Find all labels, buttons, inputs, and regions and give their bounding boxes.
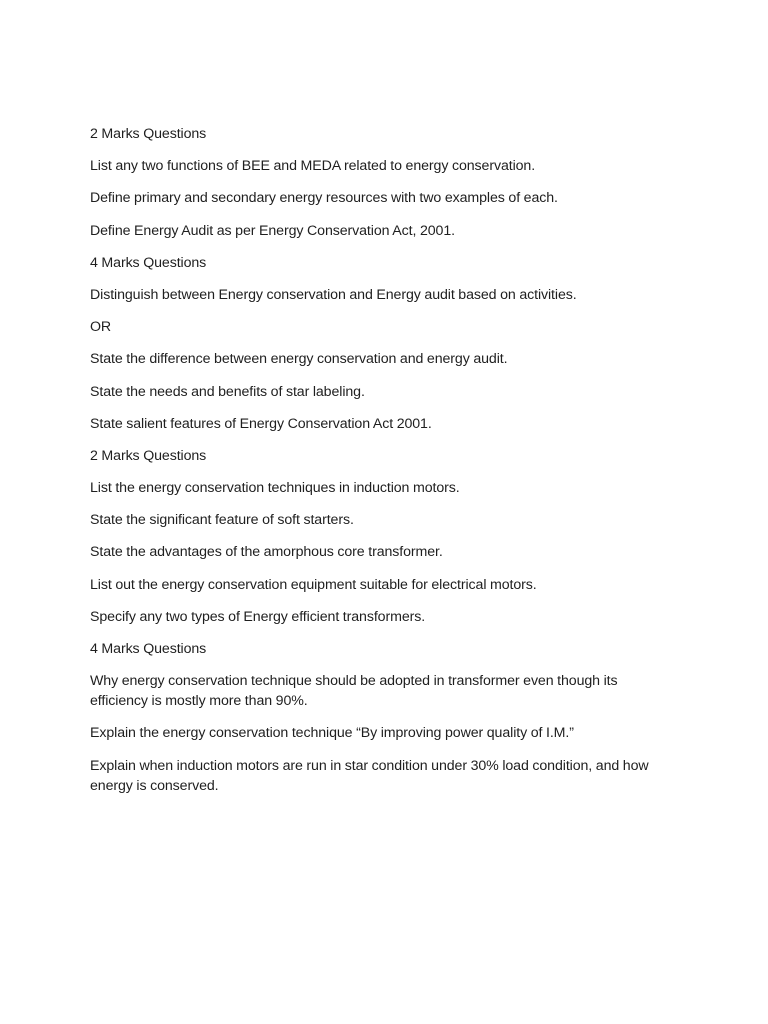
section-heading-4-marks: 4 Marks Questions xyxy=(90,641,207,657)
question-primary-secondary-resources: Define primary and secondary energy resources with two examples of each. xyxy=(90,190,558,207)
question-soft-starters: State the significant feature of soft starters. xyxy=(90,512,354,529)
question-star-labeling: State the needs and benefits of star labeling. xyxy=(90,383,365,400)
question-motor-equipment: List out the energy conservation equipment suitable for electrical motors. xyxy=(90,576,537,593)
section-heading-2-marks: 2 Marks Questions xyxy=(90,447,207,464)
question-difference-conservation-audit: State the difference between energy conservation and energy audit. xyxy=(90,351,508,368)
document-page xyxy=(90,124,670,808)
question-amorphous-core: State the advantages of the amorphous core transformer. xyxy=(90,544,443,561)
question-conservation-vs-audit: Distinguish between Energy conservation and Energy audit based on activities. xyxy=(90,286,577,303)
section-heading-4-marks: 4 Marks Questions xyxy=(90,254,207,271)
question-power-quality-im: Explain the energy conservation technique “By improving power quality of I.M.” xyxy=(90,725,574,742)
or-separator: OR xyxy=(90,319,112,336)
question-conservation-act-features: State salient features of Energy Conservation Act 2001. xyxy=(90,415,432,432)
question-induction-motor-techniques: List the energy conservation techniques in induction motors. xyxy=(90,480,460,497)
question-bee-meda-functions: List any two functions of BEE and MEDA related to energy conservation. xyxy=(90,158,536,175)
question-star-condition-motors: Explain when induction motors are run in star condition under 30% load condition, and how energy is conserved. xyxy=(90,757,649,794)
question-transformer-conservation: Why energy conservation technique should be adopted in transformer even though its efficiency is mostly more than 90%. xyxy=(90,673,618,710)
question-energy-audit-definition: Define Energy Audit as per Energy Conservation Act, 2001. xyxy=(90,222,455,239)
section-heading-2-marks: 2 Marks Questions xyxy=(90,126,207,142)
question-efficient-transformers: Specify any two types of Energy efficient transformers. xyxy=(90,608,426,625)
